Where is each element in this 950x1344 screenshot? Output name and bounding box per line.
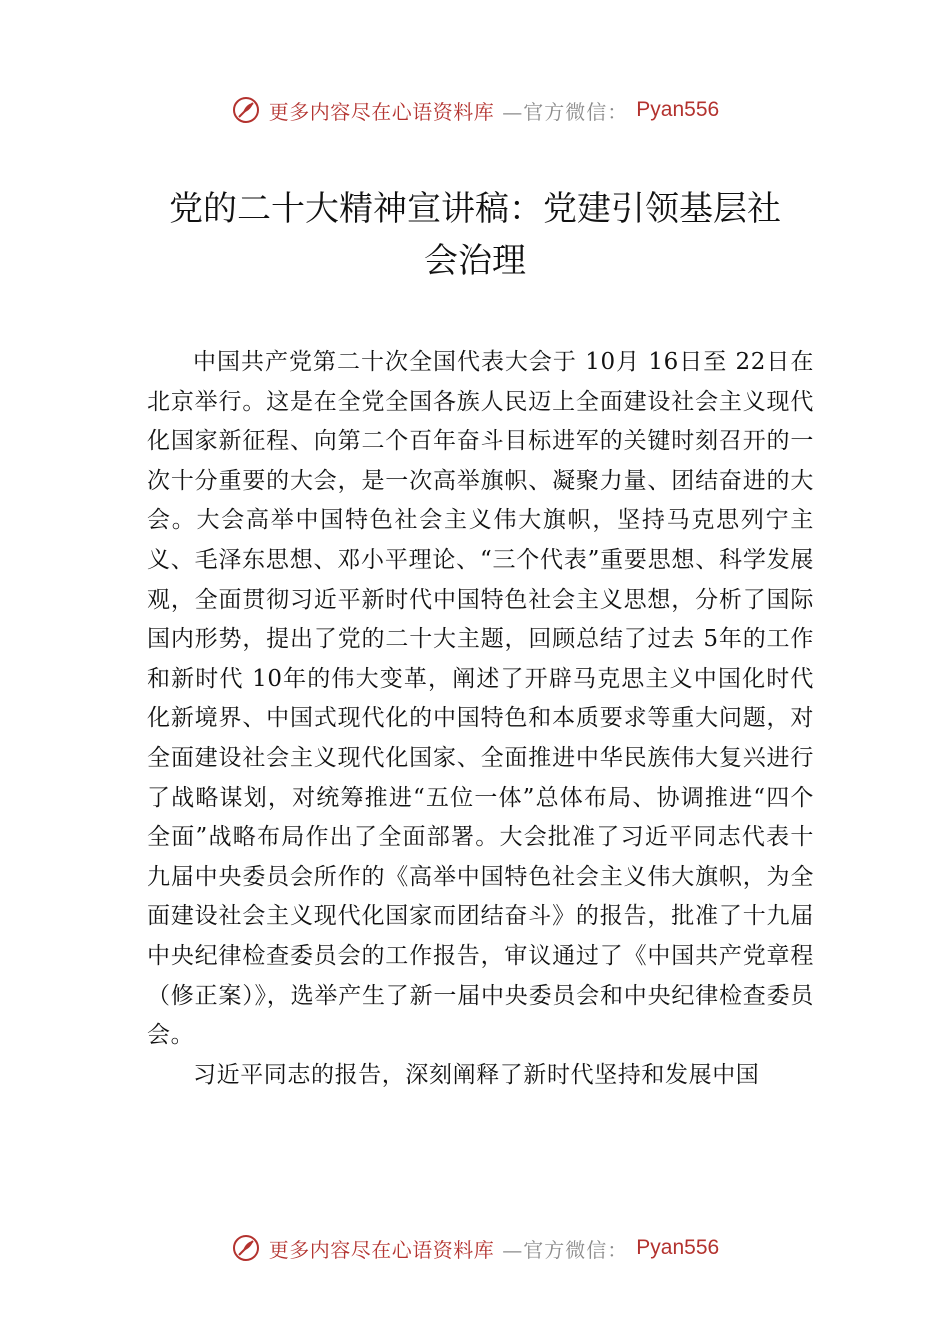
- title-line-2: 会治理: [424, 241, 526, 281]
- feather-logo-icon: [231, 95, 261, 125]
- banner-wechat-id: Pyan556: [636, 98, 720, 121]
- paragraph: 习近平同志的报告，深刻阐释了新时代坚持和发展中国: [193, 1061, 760, 1088]
- paragraph: 中国共产党第二十次全国代表大会于 10月 16日至 22日在北京举行。这是在全党全国各族人民迈上全面建设社会主义现代化国家新征程、向第二个百年奋斗目标进军的关键时刻召开的一次十分重要的大会，是一次高举旗帜、凝聚力量、团结奋进的大会。大会高举中国特色社会主义伟大旗帜，坚持马克思列宁主义、毛泽东思想、邓小平理论、“三个代表”重要思想、科学发展观，全面贯彻习近平新时代中国特色社会主义思想，分析了国际国内形势，提出了党的二十大主题，回顾总结了过去 5年的工作和新时代 10年的伟大变革，阐述了开辟马克思主义中国化时代化新境界、中国式现代化的中国特色和本质要求等重大问题，对全面建设社会主义现代化国家、全面推进中华民族伟大复兴进行了战略谋划，对统筹推进“五位一体”总体布局、协调推进“四个全面”战略布局作出了全面部署。大会批准了习近平同志代表十九届中央委员会所作的《高举中国特色社会主义伟大旗帜，为全面建设社会主义现代化国家而团结奋斗》的报告，批准了十九届中央纪律检查委员会的工作报告，审议通过了《中国共产党章程（修正案）》，选举产生了新一届中央委员会和中央纪律检查委员会。: [147, 349, 814, 1049]
- feather-logo-icon: [231, 1233, 261, 1263]
- document-title: [140, 183, 810, 287]
- banner-promo-text: 更多内容尽在心语资料库: [268, 1237, 495, 1262]
- header-banner: [0, 95, 950, 125]
- banner-official-label: —官方微信：: [502, 1237, 629, 1262]
- banner-promo-text: 更多内容尽在心语资料库: [268, 99, 495, 124]
- banner-official-label: —官方微信：: [502, 99, 629, 124]
- banner-wechat-id: Pyan556: [636, 1236, 720, 1259]
- footer-banner: [0, 1233, 950, 1263]
- document-body: [147, 343, 814, 1095]
- title-line-1: 党的二十大精神宣讲稿：党建引领基层社: [169, 189, 781, 229]
